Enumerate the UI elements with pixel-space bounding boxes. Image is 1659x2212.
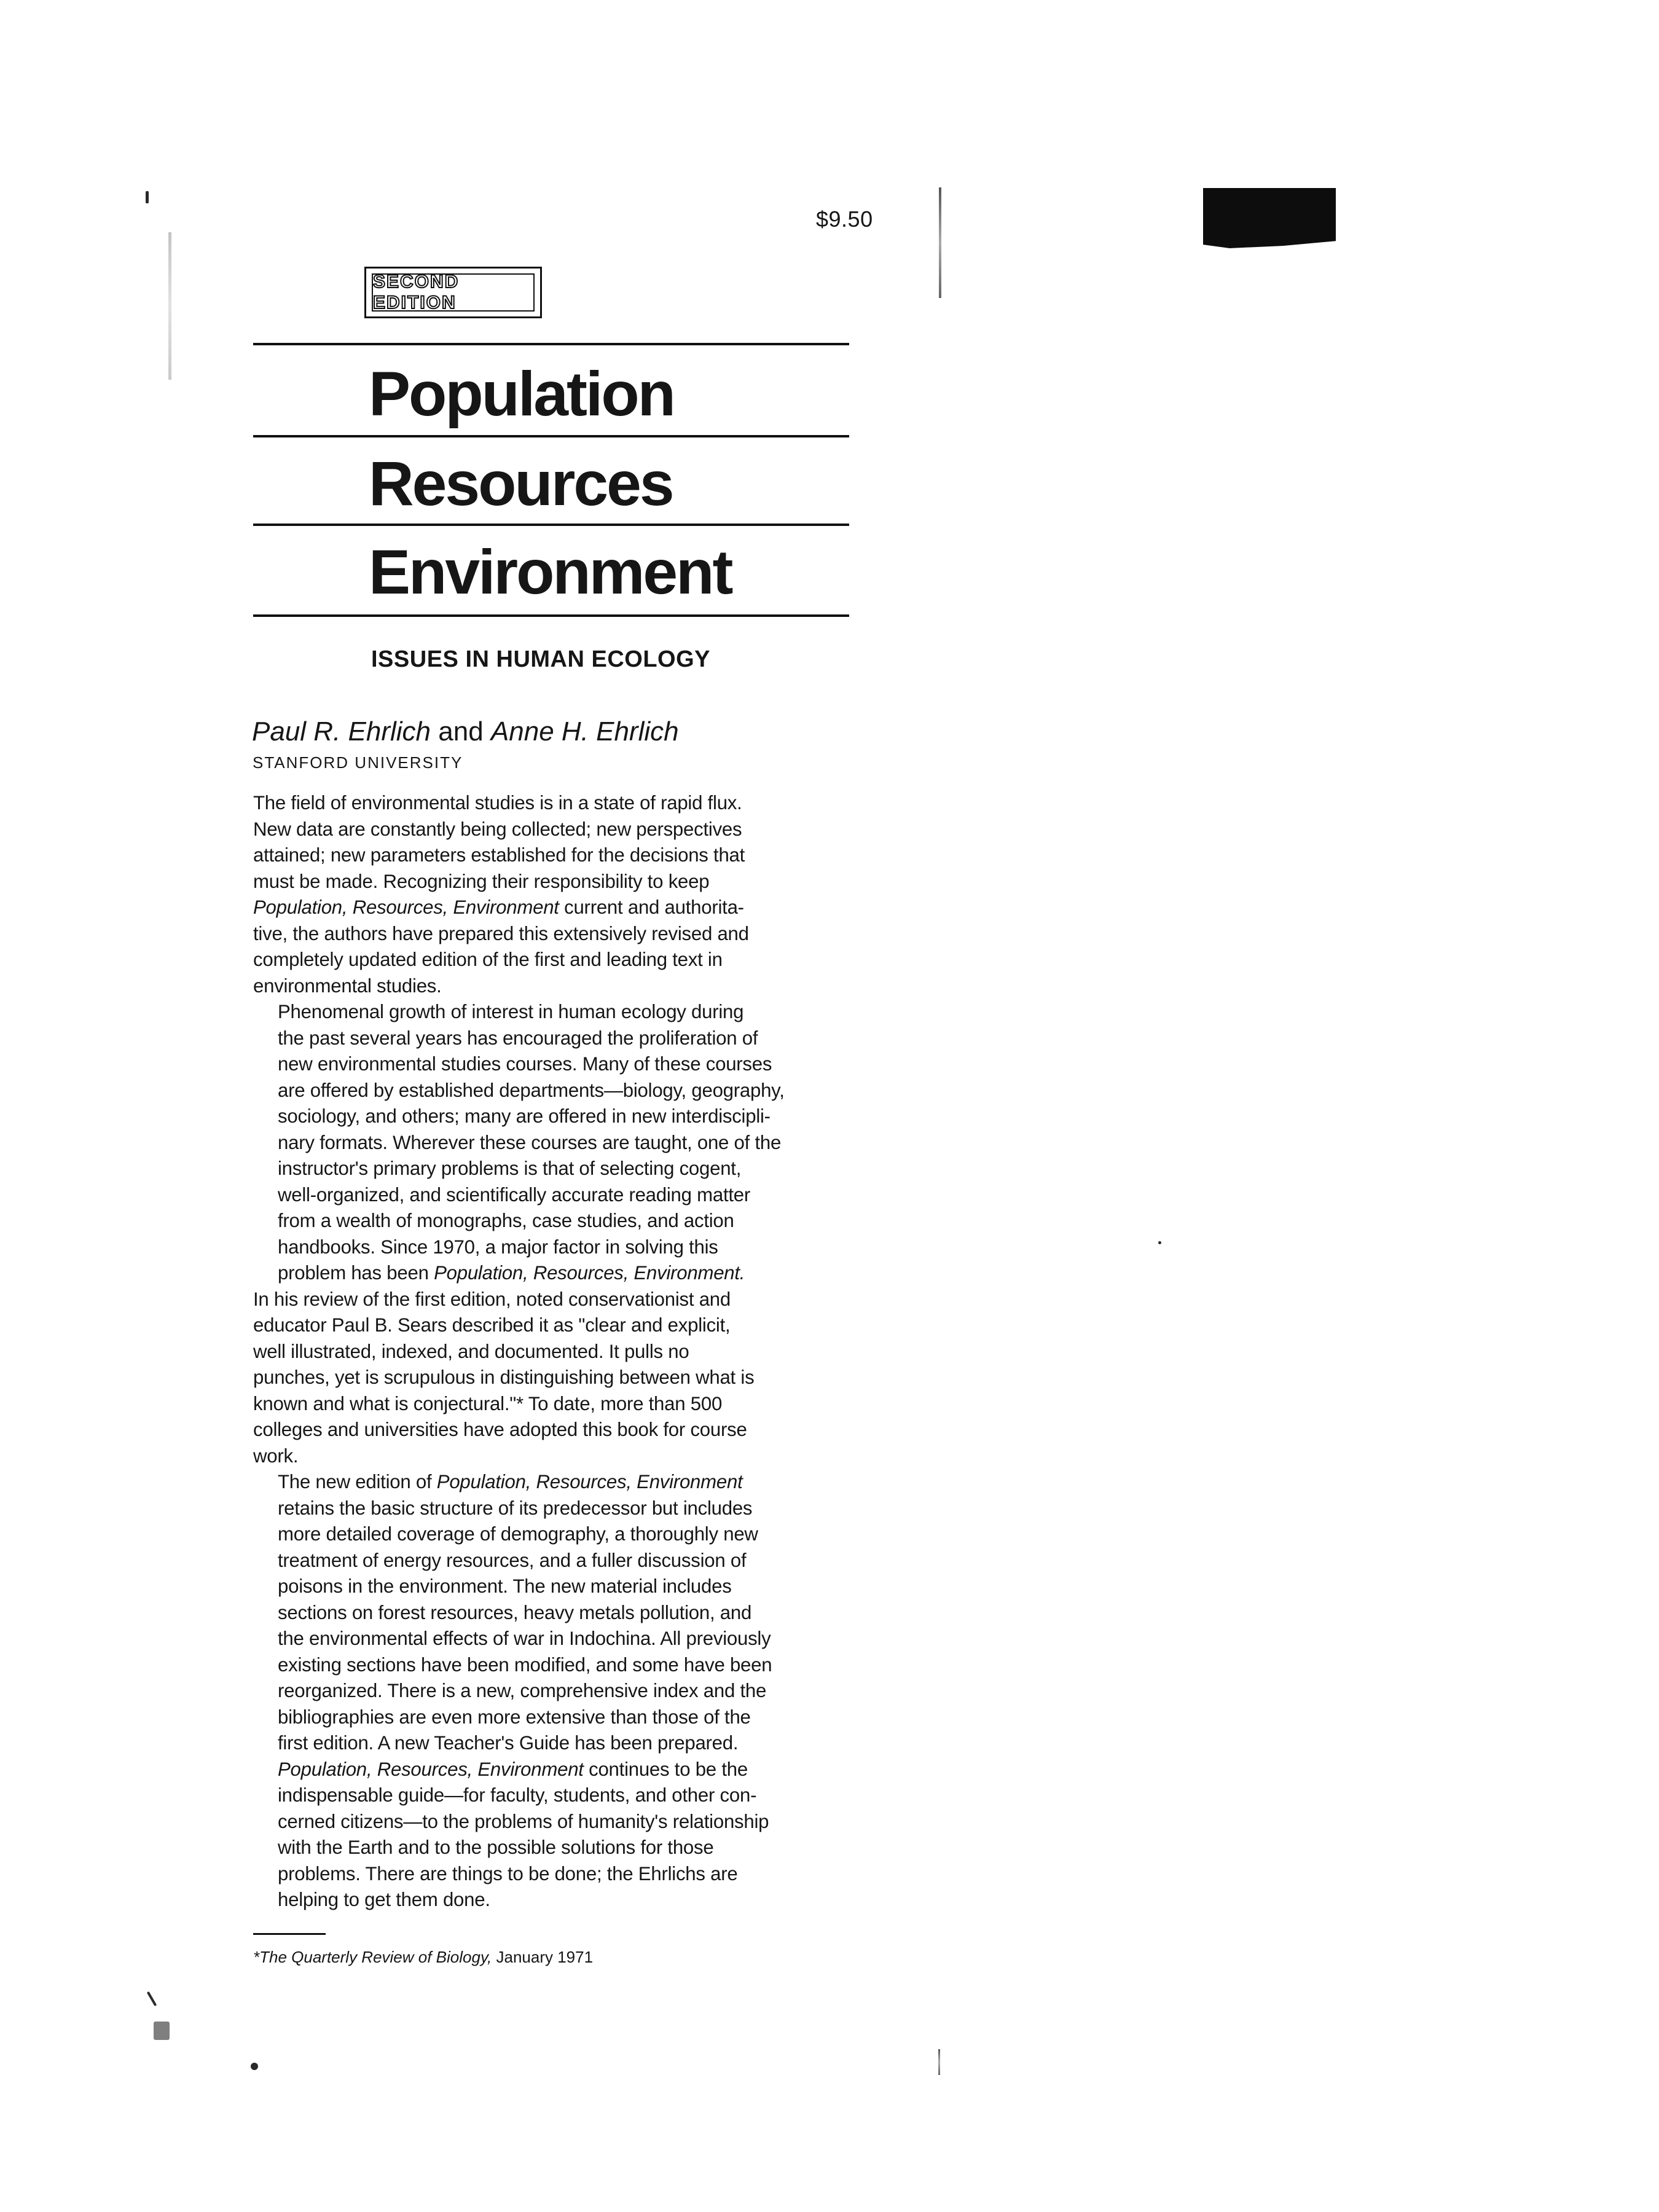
text-line <box>253 1130 852 1156</box>
text-run: existing sections have been modified, and some have been <box>278 1653 772 1676</box>
scan-speck <box>147 1991 157 2007</box>
edition-badge <box>364 267 542 318</box>
text-line <box>253 1469 852 1496</box>
book-title-italic: Population, Resources, Environment <box>436 1471 743 1492</box>
subtitle: ISSUES IN HUMAN ECOLOGY <box>371 646 710 672</box>
text-line <box>253 999 852 1026</box>
text-run: are offered by established departments—biology, geography, <box>278 1079 785 1101</box>
title-rule <box>253 343 849 345</box>
book-title-italic: Population, Resources, Environment. <box>434 1262 745 1284</box>
text-line <box>253 1809 852 1835</box>
text-line <box>253 1287 852 1313</box>
text-line <box>253 842 852 869</box>
text-run: reorganized. There is a new, comprehensive index and the <box>278 1680 767 1701</box>
text-line <box>253 1051 852 1078</box>
text-line <box>253 1339 852 1365</box>
text-line <box>253 817 852 843</box>
author-affiliation: STANFORD UNIVERSITY <box>253 753 463 772</box>
text-line <box>253 1730 852 1757</box>
text-run: new environmental studies courses. Many of these courses <box>278 1053 772 1075</box>
text-run: must be made. Recognizing their responsibility to keep <box>253 870 710 892</box>
scan-black-blot <box>1203 188 1336 248</box>
text-run: the environmental effects of war in Indochina. All previously <box>278 1628 771 1649</box>
text-line <box>253 1548 852 1574</box>
text-run: sections on forest resources, heavy metals pollution, and <box>278 1601 752 1623</box>
text-line <box>253 1861 852 1888</box>
text-run: The new edition of <box>278 1471 437 1492</box>
text-line <box>253 1600 852 1626</box>
text-line <box>253 790 852 817</box>
text-line <box>253 1208 852 1234</box>
text-run: New data are constantly being collected; new perspectives <box>253 818 742 840</box>
text-line <box>253 1757 852 1783</box>
text-run: Phenomenal growth of interest in human ecology during <box>278 1001 744 1022</box>
title-line-resources: Resources <box>369 449 673 519</box>
text-run: work. <box>253 1445 299 1467</box>
text-run: indispensable guide—for faculty, students, and other con- <box>278 1784 757 1806</box>
text-line <box>253 1626 852 1652</box>
footnote-rule <box>253 1933 326 1935</box>
footnote <box>253 1948 593 1967</box>
text-line <box>253 921 852 947</box>
text-run: treatment of energy resources, and a fuller discussion of <box>278 1549 747 1571</box>
text-line <box>253 1496 852 1522</box>
text-line <box>253 1078 852 1104</box>
text-run: the past several years has encouraged the proliferation of <box>278 1027 758 1049</box>
author-paul: Paul R. Ehrlich <box>252 716 431 747</box>
text-run: bibliographies are even more extensive than those of the <box>278 1706 751 1728</box>
text-run: first edition. A new Teacher's Guide has been prepared. <box>278 1732 739 1754</box>
description-body <box>253 790 852 1913</box>
footnote-date: January 1971 <box>496 1948 594 1966</box>
scan-speck <box>251 2063 258 2070</box>
text-line <box>253 1234 852 1261</box>
text-run: known and what is conjectural."* To date, more than 500 <box>253 1392 723 1414</box>
text-line <box>253 1652 852 1679</box>
text-line <box>253 1365 852 1391</box>
title-line-population: Population <box>369 359 674 429</box>
scan-edge-mark <box>168 232 171 380</box>
text-run: attained; new parameters established for the decisions that <box>253 844 745 866</box>
text-run: continues to be the <box>583 1758 748 1780</box>
edition-badge-inner <box>372 273 535 312</box>
paragraph-2 <box>253 999 852 1287</box>
text-line <box>253 1182 852 1209</box>
author-anne: Anne H. Ehrlich <box>490 716 679 747</box>
text-line <box>253 1783 852 1809</box>
text-run: more detailed coverage of demography, a thoroughly new <box>278 1523 758 1545</box>
scan-speck <box>146 191 149 203</box>
text-run: cerned citizens—to the problems of humanity's relationship <box>278 1810 769 1832</box>
price-label: $9.50 <box>816 206 873 232</box>
text-run: poisons in the environment. The new material includes <box>278 1575 732 1597</box>
text-line <box>253 1104 852 1130</box>
text-run: tive, the authors have prepared this extensively revised and <box>253 922 749 944</box>
text-run: helping to get them done. <box>278 1889 490 1910</box>
text-run: handbooks. Since 1970, a major factor in solving this <box>278 1236 718 1258</box>
text-line <box>253 947 852 973</box>
text-run: well-organized, and scientifically accurate reading matter <box>278 1183 751 1206</box>
text-run: punches, yet is scrupulous in distinguishing between what is <box>253 1367 755 1388</box>
text-run: with the Earth and to the possible solutions for those <box>278 1837 714 1858</box>
title-line-environment: Environment <box>369 537 732 607</box>
text-run: problem has been <box>278 1262 434 1284</box>
text-line <box>253 973 852 1000</box>
text-run: The field of environmental studies is in a state of rapid flux. <box>253 792 742 814</box>
scan-edge-mark <box>939 187 941 298</box>
scan-speck <box>1158 1241 1161 1244</box>
text-line <box>253 1887 852 1913</box>
author-conjunction: and <box>438 716 484 747</box>
text-line <box>253 1521 852 1548</box>
scan-speck <box>154 2022 170 2040</box>
scan-edge-mark <box>938 2049 940 2075</box>
text-run: nary formats. Wherever these courses are taught, one of the <box>278 1131 782 1153</box>
text-line <box>253 1156 852 1182</box>
text-line <box>253 1026 852 1052</box>
title-rule <box>253 524 849 526</box>
text-line <box>253 1260 852 1287</box>
text-line <box>253 1443 852 1470</box>
text-run: educator Paul B. Sears described it as "clear and explicit, <box>253 1314 731 1336</box>
author-line <box>252 716 679 747</box>
title-rule <box>253 614 849 617</box>
text-run: In his review of the first edition, noted conservationist and <box>253 1288 731 1310</box>
text-run: instructor's primary problems is that of selecting cogent, <box>278 1158 742 1179</box>
text-line <box>253 1574 852 1600</box>
book-title-italic: Population, Resources, Environment <box>253 896 559 918</box>
paragraph-4 <box>253 1469 852 1913</box>
text-run: colleges and universities have adopted this book for course <box>253 1419 747 1440</box>
text-line <box>253 1391 852 1418</box>
text-line <box>253 869 852 895</box>
paragraph-1 <box>253 790 852 999</box>
text-run: problems. There are things to be done; the Ehrlichs are <box>278 1862 738 1885</box>
text-run: environmental studies. <box>253 975 442 997</box>
text-line <box>253 1417 852 1443</box>
text-line <box>253 1704 852 1731</box>
edition-label: SECOND EDITION <box>373 272 460 313</box>
text-run: sociology, and others; many are offered in new interdiscipli- <box>278 1105 771 1127</box>
text-line <box>253 1678 852 1704</box>
text-line <box>253 1835 852 1861</box>
text-run: current and authorita- <box>559 896 744 918</box>
text-line <box>253 1312 852 1339</box>
text-run: completely updated edition of the first and leading text in <box>253 949 723 970</box>
text-run: well illustrated, indexed, and documented. It pulls no <box>253 1340 689 1362</box>
text-line <box>253 895 852 921</box>
text-run: from a wealth of monographs, case studies, and action <box>278 1210 734 1231</box>
title-rule <box>253 435 849 437</box>
footnote-source: *The Quarterly Review of Biology, <box>253 1948 492 1966</box>
paragraph-3 <box>253 1287 852 1470</box>
text-run: retains the basic structure of its predecessor but includes <box>278 1497 753 1519</box>
book-title-italic: Population, Resources, Environment <box>278 1758 584 1780</box>
